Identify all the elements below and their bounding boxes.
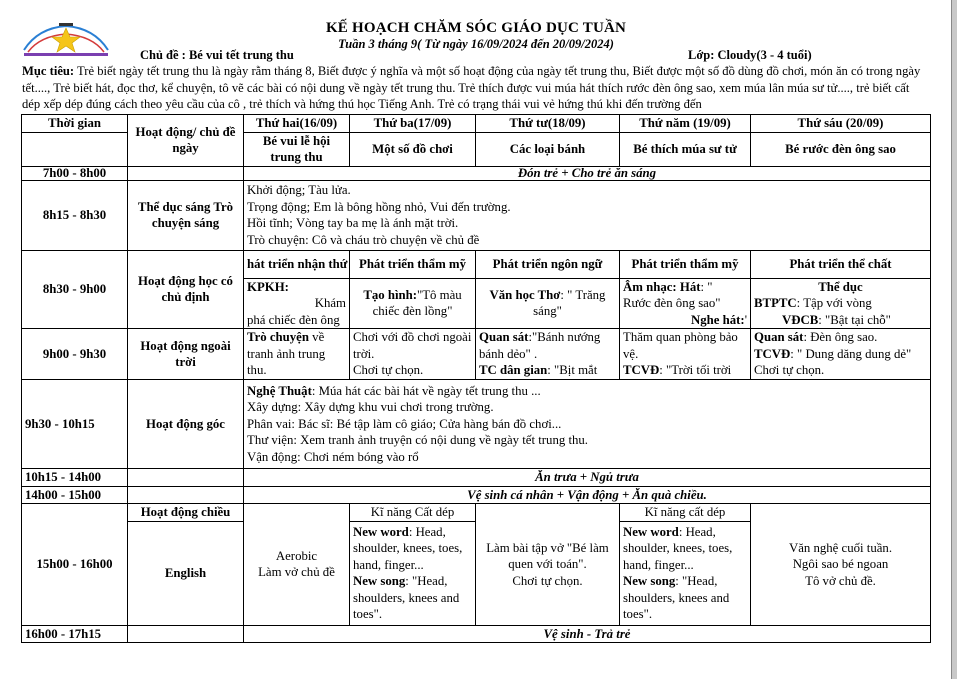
learning-thu-label: Âm nhạc: <box>623 279 677 294</box>
outdoor-thu <box>620 329 751 380</box>
afternoon-thu-label: New word <box>623 524 679 539</box>
header-activity: Hoạt động/ chủ đề ngày <box>128 115 244 167</box>
theme-wed: Các loại bánh <box>476 132 620 166</box>
learning-thu-text: ' <box>744 312 747 327</box>
week-range: Tuần 3 tháng 9( Từ ngày 16/09/2024 đến 20/09/2024) <box>338 37 614 51</box>
learning-fri-text: : "Bật tại chỗ" <box>818 312 891 327</box>
outdoor-fri-text: : Đèn ông sao. <box>803 330 878 344</box>
outdoor-wed-label: TC dân gian <box>479 363 548 377</box>
area-wed: Phát triển ngôn ngữ <box>476 250 620 278</box>
learning-tue <box>350 278 476 329</box>
outdoor-fri-label: TCVĐ <box>754 346 791 361</box>
outdoor-mon <box>244 329 350 380</box>
outdoor-mon-text: về tranh ảnh trung thu. <box>247 330 326 377</box>
outdoor-thu-label: TCVĐ <box>623 363 660 377</box>
corner-line: Thư viện: Xem tranh ảnh truyện có nội dung về ngày tết trung thu. <box>247 433 588 448</box>
learning-mon-text: phá chiếc đèn ông <box>247 312 340 327</box>
area-fri: Phát triển thể chất <box>751 250 931 278</box>
afternoon-tue-head: Kĩ năng Cất dép <box>350 504 476 522</box>
learning-wed-text: : " Trăng sáng" <box>533 287 606 319</box>
learning-fri-label: BTPTC <box>754 296 797 310</box>
area-tue: Phát triển thẩm mỹ <box>350 250 476 278</box>
afternoon-activity: English <box>128 521 244 625</box>
afternoon-tue-label: New word <box>353 524 409 539</box>
morning-line: Trọng động; Em là bông hồng nhỏ, Vui đến trường. <box>247 199 511 214</box>
outdoor-wed-text: :"Bánh nướng bánh dẻo" . <box>479 330 601 361</box>
activity-learning: Hoạt động học có chủ định <box>128 250 244 329</box>
theme-thu: Bé thích múa sư tử <box>620 132 751 166</box>
corner-content <box>244 380 931 469</box>
afternoon-thu-text: : "Head, shoulders, knees and toes". <box>623 574 730 621</box>
afternoon-mon <box>244 504 350 626</box>
theme-fri: Bé rước đèn ông sao <box>751 132 931 166</box>
outdoor-wed <box>476 329 620 380</box>
time-learning: 8h30 - 9h00 <box>22 250 128 329</box>
outdoor-tue <box>350 329 476 380</box>
learning-wed <box>476 278 620 329</box>
plan-title: KẾ HOẠCH CHĂM SÓC GIÁO DỤC TUẦN <box>325 20 627 36</box>
afternoon-thu-head: Kĩ năng cất dép <box>620 504 751 522</box>
learning-fri-title: Thể dục <box>818 279 863 294</box>
afternoon-mon-line: Aerobic <box>275 548 318 563</box>
afternoon-label: Hoạt động chiều <box>128 504 244 522</box>
outdoor-thu-text: : "Trời tối trời <box>659 363 732 377</box>
afternoon-thu-label: New song <box>623 574 676 588</box>
afternoon-fri-line: Ngôi sao bé ngoan <box>792 557 889 571</box>
day-mon: Thứ hai(16/09) <box>244 115 350 133</box>
learning-tue-label: Tạo hình: <box>363 287 418 302</box>
learning-mon-text: Khám <box>314 296 346 310</box>
outdoor-thu-text: Thăm quan phòng bảo vệ. <box>623 330 738 361</box>
learning-thu-text: : " <box>700 279 713 294</box>
afternoon-fri <box>751 504 931 626</box>
time-corner: 9h30 - 10h15 <box>22 380 128 469</box>
learning-fri-label: VĐCB <box>782 312 819 327</box>
goals <box>22 63 930 113</box>
learning-tue-text: "Tô màu chiếc đèn lồng" <box>372 287 462 319</box>
arrival-text: Đón trẻ + Cho trẻ ăn sáng <box>244 166 931 180</box>
afternoon-wed-line: Chơi tự chọn. <box>512 573 583 588</box>
theme-tue: Một số đồ chơi <box>350 132 476 166</box>
corner-label: Nghệ Thuật <box>247 383 312 398</box>
afternoon-tue-text: : "Head, shoulders, knees and toes". <box>353 574 460 621</box>
hygiene-text: Vệ sinh cá nhân + Vận động + Ăn quà chiều. <box>244 486 931 504</box>
blank-hygiene <box>128 486 244 504</box>
outdoor-fri <box>751 329 931 380</box>
day-fri: Thứ sáu (20/09) <box>751 115 931 133</box>
area-mon: hát triển nhận thứ <box>244 250 350 278</box>
outdoor-fri-label: Quan sát <box>754 330 804 344</box>
time-outdoor: 9h00 - 9h30 <box>22 329 128 380</box>
outdoor-tue-line: Chơi tự chọn. <box>353 363 424 377</box>
day-tue: Thứ ba(17/09) <box>350 115 476 133</box>
outdoor-mon-label: Trò chuyện <box>247 330 309 344</box>
outdoor-fri-text: Chơi tự chọn. <box>754 363 825 377</box>
afternoon-mon-line: Làm vở chủ đề <box>258 565 335 580</box>
theme-mon: Bé vui lễ hội trung thu <box>244 132 350 166</box>
activity-corner: Hoạt động góc <box>128 380 244 469</box>
morning-line: Trò chuyện: Cô và cháu trò chuyện về chủ đề <box>247 232 480 247</box>
learning-thu-label: Hát <box>679 279 701 294</box>
morning-content <box>244 180 931 250</box>
goals-label: Mục tiêu: <box>22 64 75 78</box>
afternoon-tue <box>350 521 476 625</box>
header-time-blank <box>22 132 128 166</box>
class-name: Lớp: Cloudy(3 - 4 tuổi) <box>688 48 812 62</box>
time-afternoon: 15h00 - 16h00 <box>22 504 128 626</box>
learning-thu <box>620 278 751 329</box>
outdoor-wed-text: : "Bịt mắt <box>547 363 598 377</box>
afternoon-tue-text: : Head, shoulder, knees, toes, hand, finger... <box>353 524 463 572</box>
outdoor-wed-label: Quan sát <box>479 330 529 344</box>
blank-end <box>128 625 244 643</box>
afternoon-thu <box>620 521 751 625</box>
morning-line: Hồi tĩnh; Vòng tay ba mẹ là ánh mặt trời. <box>247 216 459 230</box>
end-text: Vệ sinh - Trả trẻ <box>244 625 931 643</box>
activity-outdoor: Hoạt động ngoài trời <box>128 329 244 380</box>
time-morning: 8h15 - 8h30 <box>22 180 128 250</box>
learning-wed-label: Văn học Thơ <box>489 287 561 302</box>
learning-thu-text: Rước đèn ông sao" <box>623 296 721 310</box>
afternoon-fri-line: Văn nghệ cuối tuần. <box>788 540 893 555</box>
corner-line: Xây dựng: Xây dựng khu vui chơi trong trường. <box>247 400 494 415</box>
learning-fri <box>751 278 931 329</box>
goals-text: Trẻ biết ngày tết trung thu là ngày rằm tháng 8, Biết được ý nghĩa và một số hoạt động của ngày tết trung thu, Biết được một số đồ dùng đồ chơi, món ăn có trong ngày tết...., Trẻ biết hát, đọc thơ, kể chuyện, tô vẽ các bài có nội dung về ngày tết trung thu. Trẻ thích được vui múa hát thích rước đèn ông sao, xem múa lân múa sư tử...., trẻ biết cất dép xếp dép đúng cách theo yêu cầu của cô , trẻ thích và hứng thú học Tiếng Anh. Trẻ có trạng thái vui vẻ hứng thú khi đến trường đến <box>22 64 921 111</box>
schedule-table <box>21 114 931 643</box>
afternoon-thu-text: : Head, shoulder, knees, toes, hand, finger... <box>623 524 733 572</box>
outdoor-tue-line: Chơi với đồ chơi ngoài trời. <box>353 330 472 361</box>
blank-lunch <box>128 469 244 487</box>
day-wed: Thứ tư(18/09) <box>476 115 620 133</box>
learning-mon-label: KPKH: <box>247 279 289 294</box>
time-arrival: 7h00 - 8h00 <box>22 166 128 180</box>
time-lunch: 10h15 - 14h00 <box>22 469 128 487</box>
afternoon-wed <box>476 504 620 626</box>
morning-line: Khởi động; Tàu lửa. <box>247 183 351 197</box>
corner-line: Vận động: Chơi ném bóng vào rổ <box>247 449 419 464</box>
theme: Chủ đề : Bé vui tết trung thu <box>140 48 294 62</box>
corner-line: : Múa hát các bài hát về ngày tết trung thu ... <box>311 383 541 398</box>
afternoon-wed-line: Làm bài tập vở "Bé làm quen với toán". <box>486 540 609 571</box>
corner-line: Phân vai: Bác sĩ: Bé tập làm cô giáo; Cửa hàng bán đồ chơi... <box>247 416 562 431</box>
outdoor-fri-text: : " Dung dăng dung dẻ" <box>790 346 912 361</box>
learning-thu-label: Nghe hát: <box>691 312 745 327</box>
time-hygiene: 14h00 - 15h00 <box>22 486 128 504</box>
afternoon-tue-label: New song <box>353 574 406 588</box>
header-time: Thời gian <box>22 115 128 133</box>
afternoon-fri-line: Tô vở chủ đề. <box>805 573 876 588</box>
lunch-text: Ăn trưa + Ngủ trưa <box>244 469 931 487</box>
time-end: 16h00 - 17h15 <box>22 625 128 643</box>
learning-mon <box>244 278 350 329</box>
area-thu: Phát triển thẩm mỹ <box>620 250 751 278</box>
blank-arrival <box>128 166 244 180</box>
activity-morning: Thể dục sáng Trò chuyện sáng <box>128 180 244 250</box>
day-thu: Thứ năm (19/09) <box>620 115 751 133</box>
learning-fri-text: : Tập với vòng <box>796 296 872 310</box>
